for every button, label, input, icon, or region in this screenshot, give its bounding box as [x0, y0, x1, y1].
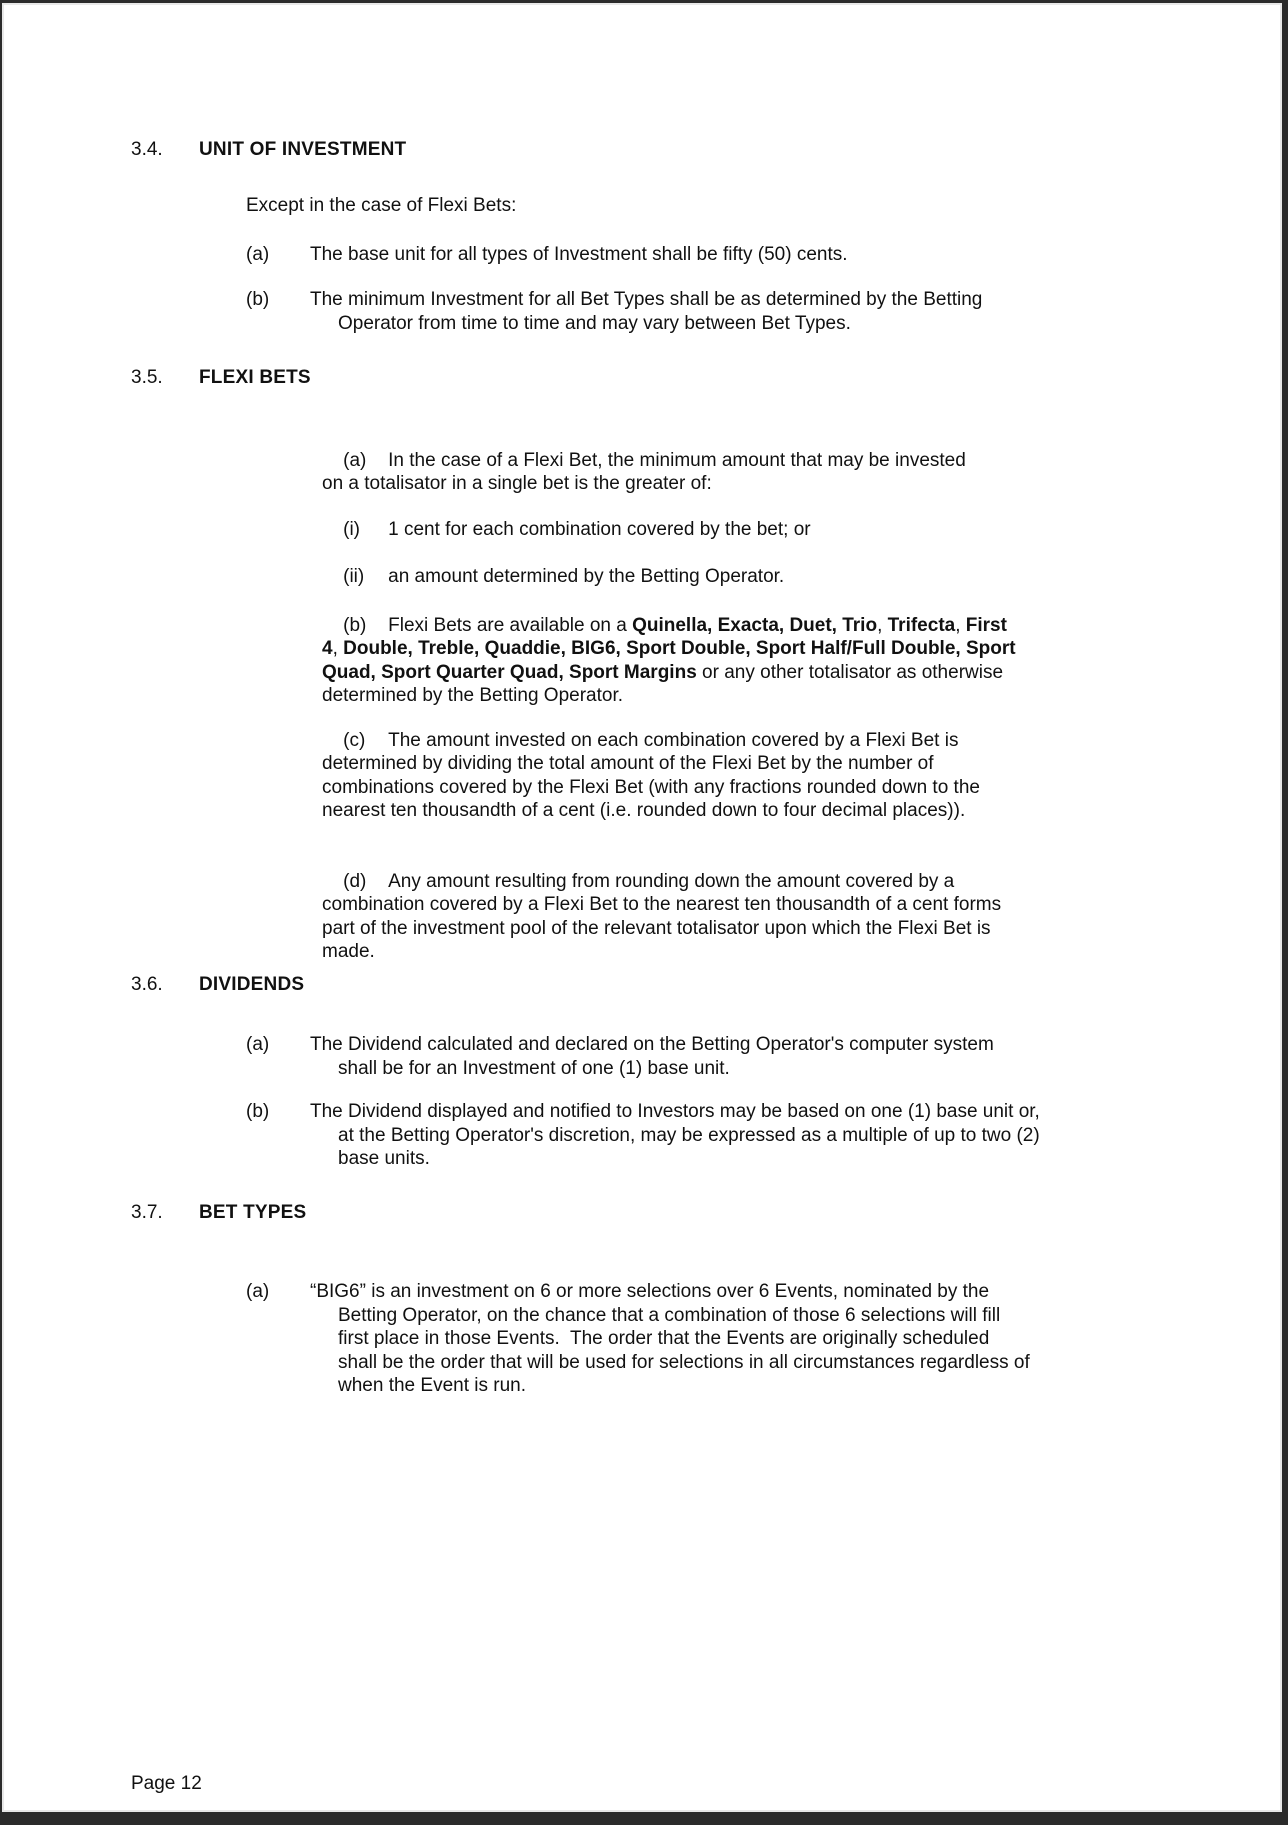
item-text: The Dividend displayed and notified to Investors may be based on one (1) base unit or, at the Betting Operator's discretion, may be expressed as a multiple of up to two (2) base units. — [310, 1101, 1046, 1169]
page-number: Page 12 — [131, 1773, 202, 1794]
item-text: The amount invested on each combination covered by a Flexi Bet is determined by dividing the total amount of the Flexi Bet by the number of combinations covered by the Flexi Bet (with any fractions rounded down to the nearest ten thousandth of a cent (i.e. rounded down to four decimal places)). — [322, 729, 986, 821]
section-heading-unit-of-investment — [131, 138, 406, 162]
item-text: an amount determined by the Betting Operator. — [388, 565, 785, 587]
list-item-3-5-c — [322, 705, 984, 846]
section-intro: Except in the case of Flexi Bets: — [246, 195, 517, 216]
section-heading-flexi-bets — [131, 366, 311, 390]
list-item-3-7-a — [246, 1280, 1036, 1398]
item-text: The minimum Investment for all Bet Types shall be as determined by the Betting Operator from time to time and may vary between Bet Types. — [310, 289, 988, 334]
item-label: (i) — [343, 518, 361, 540]
section-heading-bet-types — [131, 1201, 306, 1225]
section-number: 3.4. — [131, 139, 163, 160]
list-item-3-4-a — [246, 243, 1014, 267]
document-page — [4, 5, 1280, 1810]
item-label: (ii) — [343, 565, 365, 587]
item-label: (a) — [246, 1281, 270, 1302]
list-item-3-6-a — [246, 1033, 1014, 1080]
section-number: 3.6. — [131, 974, 163, 995]
item-text: 1 cent for each combination covered by the bet; or — [388, 518, 811, 540]
list-item-3-5-d — [322, 846, 1015, 987]
section-title: BET TYPES — [199, 1202, 307, 1223]
item-text: “BIG6” is an investment on 6 or more selections over 6 Events, nominated by the Betting Operator, on the chance that a combination of those 6 selections will fill first place in those Events. The order that the Events are originally scheduled shall be the order that will be used for selections in all circumstances regardless of when the Event is run. — [310, 1281, 1036, 1396]
item-label: (c) — [343, 729, 366, 751]
item-text-segment: , — [955, 614, 966, 636]
item-label: (a) — [246, 244, 270, 265]
item-text-segment: , — [332, 638, 344, 659]
item-text-segment: or any other totalisator as otherwise determined by the Betting Operator. — [322, 661, 1009, 706]
item-label: (b) — [246, 289, 270, 310]
section-heading-dividends — [131, 973, 304, 997]
item-text: The base unit for all types of Investment shall be fifty (50) cents. — [310, 244, 848, 265]
item-label: (d) — [343, 870, 367, 892]
item-label: (a) — [343, 449, 367, 471]
list-item-3-4-b — [246, 288, 1014, 335]
bet-type-names-bold: Double, Treble, Quaddie, BIG6, Sport Double, Sport Half/Full Double, Sport Quad, Sport Quarter Quad, Sport Margins — [322, 638, 1021, 683]
section-title: FLEXI BETS — [199, 367, 311, 388]
list-item-3-6-b — [246, 1100, 1046, 1171]
section-number: 3.5. — [131, 367, 163, 388]
section-number: 3.7. — [131, 1202, 163, 1223]
section-title: UNIT OF INVESTMENT — [199, 139, 407, 160]
bet-type-names-bold: Quinella, Exacta, Duet, Trio — [632, 614, 878, 636]
item-text-segment: Flexi Bets are available on a — [388, 614, 633, 636]
bet-type-names-bold: First 4 — [322, 614, 1013, 659]
item-label: (a) — [246, 1034, 270, 1055]
section-title: DIVIDENDS — [199, 974, 305, 995]
item-text: The Dividend calculated and declared on the Betting Operator's computer system shall be for an Investment of one (1) base unit. — [310, 1034, 1000, 1079]
item-text: Any amount resulting from rounding down the amount covered by a combination covered by a Flexi Bet to the nearest ten thousandth of a cent forms part of the investment pool of the relevant totalisator upon which the Flexi Bet is made. — [322, 870, 1007, 962]
item-label: (b) — [246, 1101, 270, 1122]
item-text-segment: , — [877, 614, 888, 636]
item-label: (b) — [343, 614, 367, 636]
item-text: In the case of a Flexi Bet, the minimum amount that may be invested on a totalisator in a single bet is the greater of: — [322, 449, 972, 494]
bet-type-names-bold: Trifecta — [887, 614, 956, 636]
